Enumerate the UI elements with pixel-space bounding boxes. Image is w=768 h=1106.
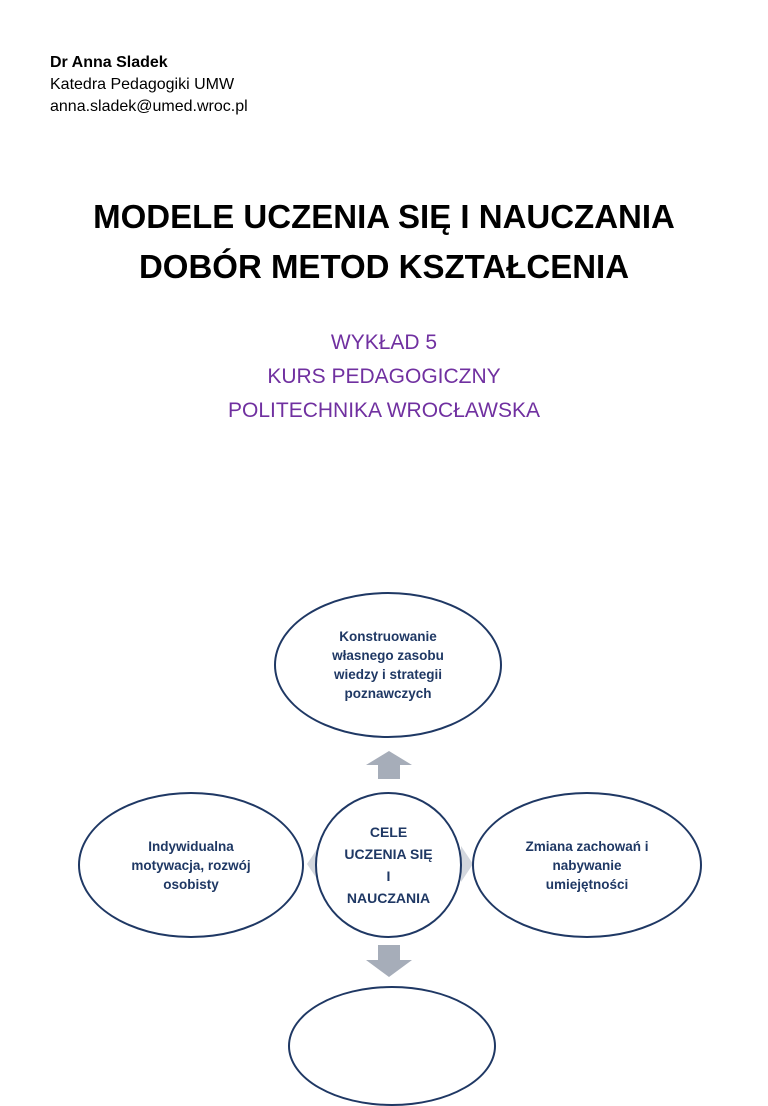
page-title [0, 192, 768, 292]
ellipse-text-line: I [386, 868, 391, 884]
subtitle-line-1: WYKŁAD 5 [330, 331, 438, 354]
ellipse-text-line: nabywanie [552, 857, 622, 873]
ellipse-text-line: Konstruowanie [339, 629, 437, 644]
ellipse-text-line: NAUCZANIA [346, 890, 431, 906]
goal-motivation [78, 792, 304, 938]
ellipse-text-line: własnego zasobu [332, 648, 444, 663]
arrow-up-icon [365, 751, 413, 779]
subtitle [0, 326, 768, 428]
author-block [50, 52, 248, 118]
ellipse-text-line: motywacja, rozwój [131, 857, 251, 873]
ellipse-text-line: CELE [369, 824, 408, 840]
ellipse-text-line: umiejętności [545, 876, 629, 892]
arrow-down-icon [365, 945, 413, 977]
ellipse-text-line: osobisty [163, 876, 219, 892]
subtitle-line-3: POLITECHNIKA WROCŁAWSKA [228, 399, 540, 422]
goal-behavior-skills [472, 792, 702, 938]
title-line-2: DOBÓR METOD KSZTAŁCENIA [138, 248, 630, 285]
goal-bottom-ellipse [288, 986, 496, 1106]
ellipse-text-line: wiedzy i strategii [333, 667, 443, 682]
subtitle-line-2: KURS PEDAGOGICZNY [267, 365, 501, 388]
author-email: anna.sladek@umed.wroc.pl [50, 98, 248, 115]
ellipse-text-line: Indywidualna [148, 838, 234, 854]
ellipse-text-line: poznawczych [344, 686, 432, 701]
ellipse-text-line: Zmiana zachowań i [525, 838, 649, 854]
goal-cognitive-strategies [274, 592, 502, 738]
ellipse-text-line: UCZENIA SIĘ [344, 846, 433, 862]
title-line-1: MODELE UCZENIA SIĘ I NAUCZANIA [93, 198, 675, 235]
author-department: Katedra Pedagogiki UMW [50, 76, 235, 93]
author-name: Dr Anna Sladek [50, 54, 168, 71]
central-goal [315, 792, 462, 938]
